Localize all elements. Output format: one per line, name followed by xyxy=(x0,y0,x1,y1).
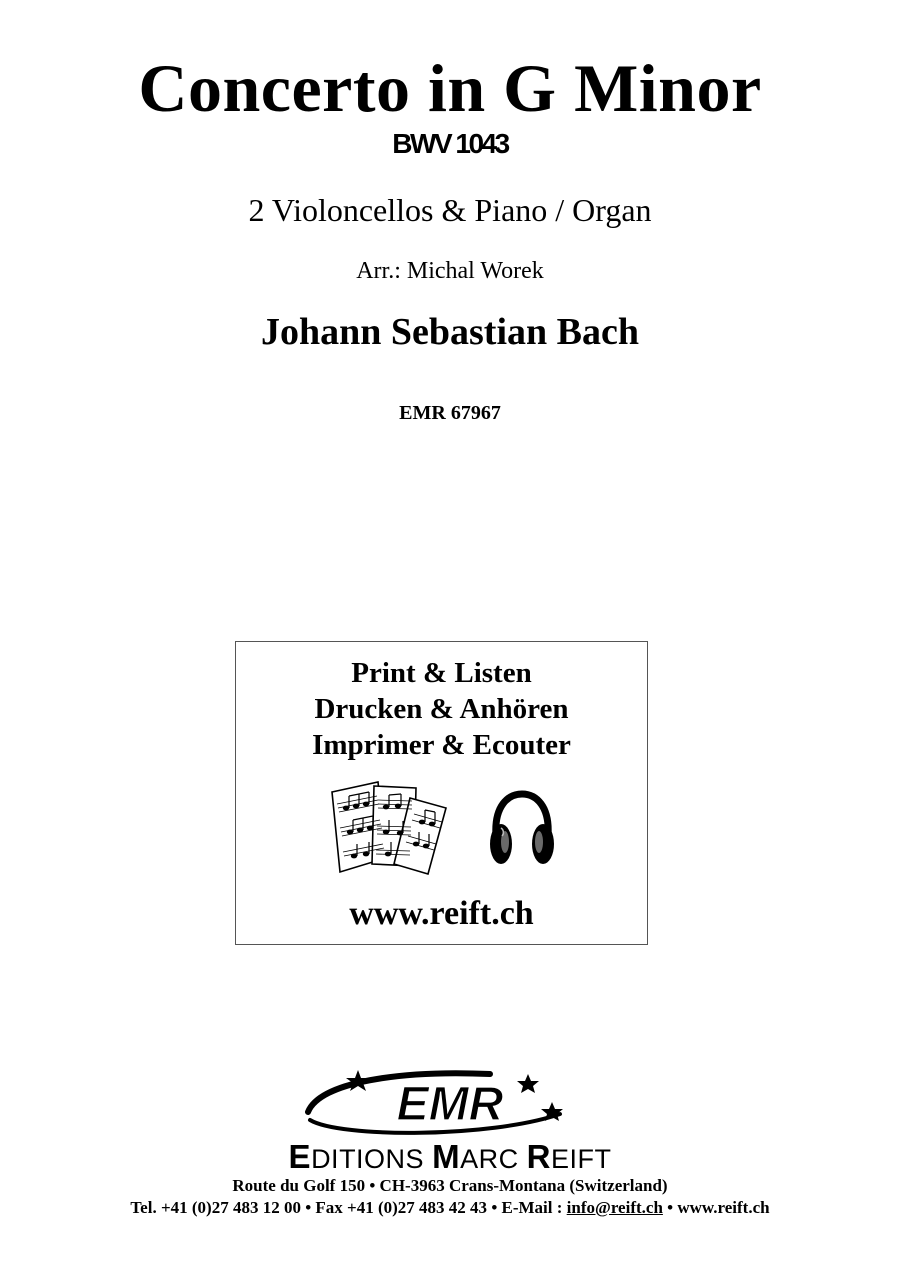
catalog-number: BWV 1043 xyxy=(392,128,508,159)
publisher-address: Route du Golf 150 • CH-3963 Crans-Montana (Switzerland) xyxy=(232,1176,668,1195)
publisher-initial-r: R xyxy=(526,1138,551,1175)
fax-number: Fax +41 (0)27 483 42 43 xyxy=(315,1198,488,1217)
contact-line xyxy=(0,1197,900,1219)
arranger: Arr.: Michal Worek xyxy=(356,258,544,284)
website-link[interactable]: www.reift.ch xyxy=(677,1198,770,1217)
publisher-initial-m: M xyxy=(432,1138,461,1175)
promo-website-link[interactable]: www.reift.ch xyxy=(349,895,534,932)
emr-logo xyxy=(300,1068,600,1140)
promo-line-english: Print & Listen xyxy=(351,657,532,689)
publisher-word-arc: ARC xyxy=(460,1144,527,1174)
separator-bullet: • xyxy=(491,1198,498,1217)
edition-number: EMR 67967 xyxy=(399,402,501,424)
logo-text: EMR xyxy=(396,1078,504,1131)
email-link[interactable]: info@reift.ch xyxy=(566,1198,663,1217)
separator-bullet: • xyxy=(305,1198,312,1217)
email-label: E-Mail : xyxy=(501,1198,563,1217)
page-title: Concerto in G Minor xyxy=(138,50,762,126)
publisher-initial-e: E xyxy=(288,1138,312,1175)
print-listen-box xyxy=(235,641,648,945)
publisher-word-ditions: DITIONS xyxy=(311,1144,433,1174)
sheet-music-icon xyxy=(328,778,454,878)
instrumentation: 2 Violoncellos & Piano / Organ xyxy=(248,192,652,228)
headphones-icon xyxy=(488,790,556,868)
composer: Johann Sebastian Bach xyxy=(260,311,639,353)
promo-line-german: Drucken & Anhören xyxy=(314,693,569,725)
phone-number: Tel. +41 (0)27 483 12 00 xyxy=(130,1198,301,1217)
separator-bullet: • xyxy=(667,1198,674,1217)
publisher-word-eift: EIFT xyxy=(550,1144,612,1174)
promo-line-french: Imprimer & Ecouter xyxy=(312,729,571,761)
publisher-name xyxy=(0,1138,900,1175)
